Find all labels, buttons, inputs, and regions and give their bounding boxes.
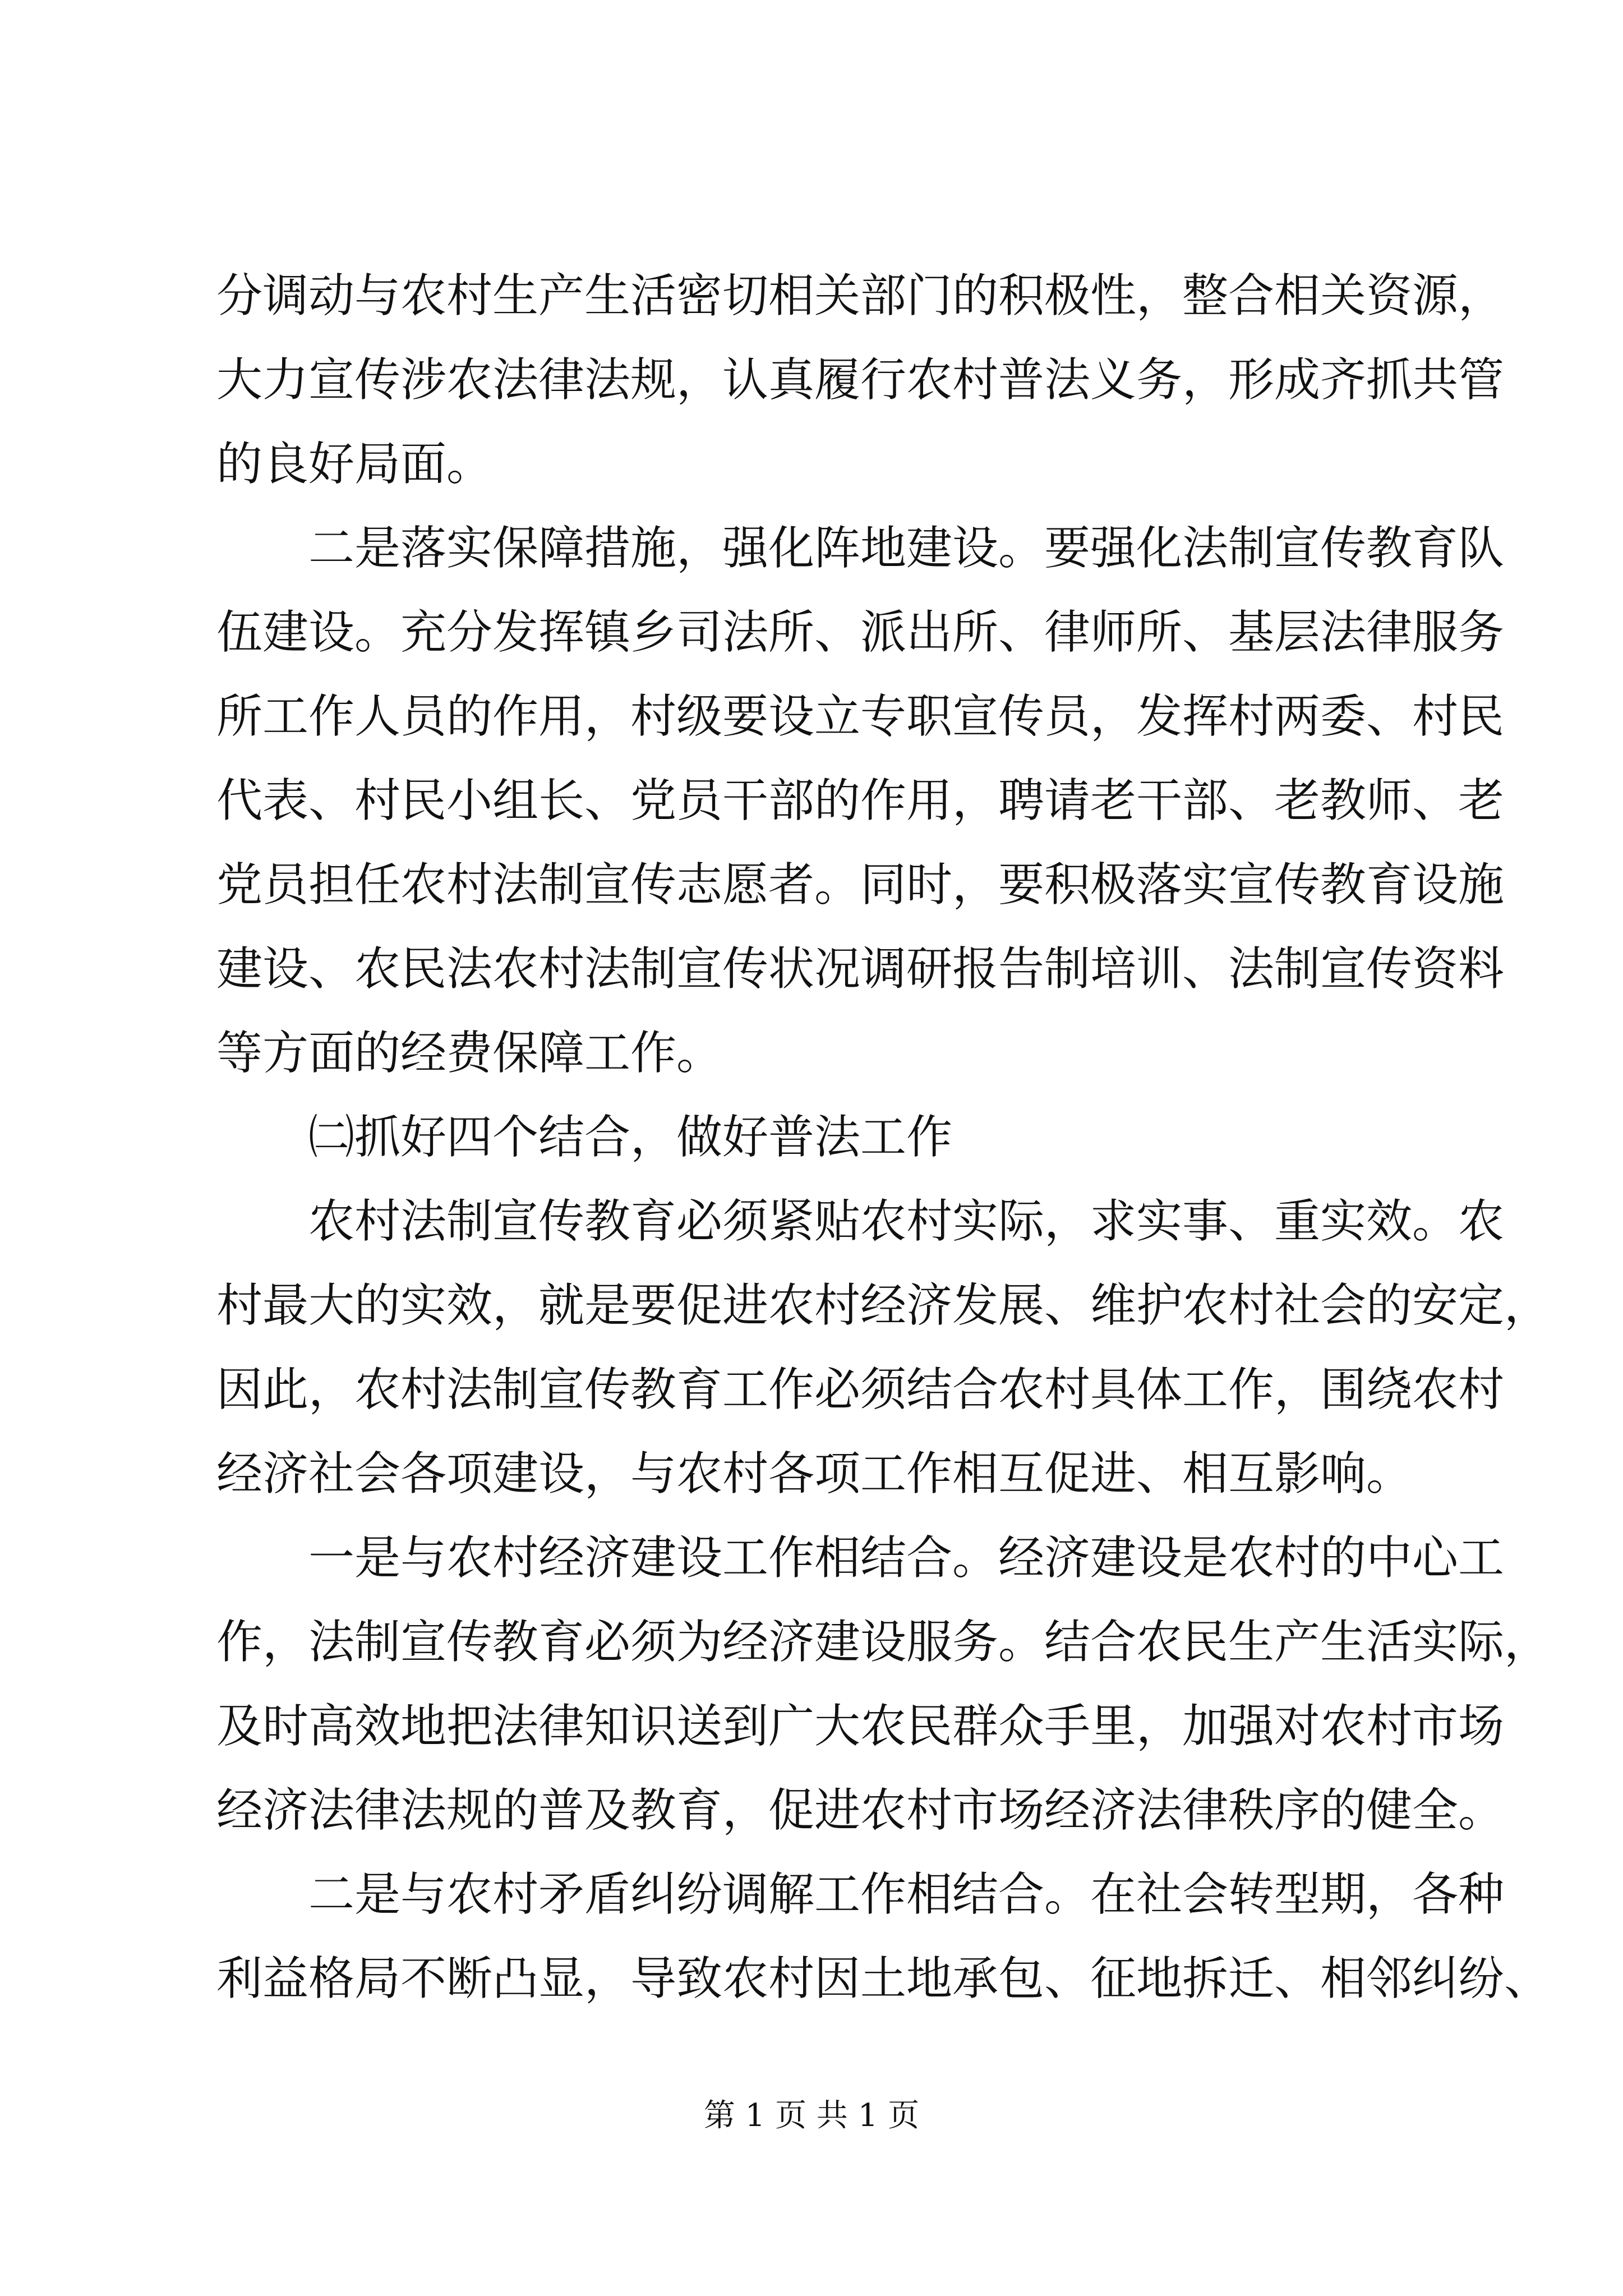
text-line: 利益格局不断凸显，导致农村因土地承包、征地拆迁、相邻纠纷、	[216, 1952, 1551, 2005]
page-footer: 第 1 页 共 1 页	[703, 2097, 920, 2134]
text-line: 分调动与农村生产生活密切相关部门的积极性，整合相关资源，	[216, 269, 1505, 323]
text-line: 作，法制宣传教育必须为经济建设服务。结合农民生产生活实际，	[216, 1616, 1551, 1669]
text-line: 二是与农村矛盾纠纷调解工作相结合。在社会转型期，各种	[308, 1868, 1505, 1921]
text-line: 经济社会各项建设，与农村各项工作相互促进、相互影响。	[216, 1447, 1413, 1501]
text-line: 经济法律法规的普及教育，促进农村市场经济法律秩序的健全。	[216, 1784, 1505, 1837]
text-line: 村最大的实效，就是要促进农村经济发展、维护农村社会的安定，	[216, 1279, 1551, 1332]
text-line: 伍建设。充分发挥镇乡司法所、派出所、律师所、基层法律服务	[216, 606, 1505, 659]
text-line: 二是落实保障措施，强化阵地建设。要强化法制宣传教育队	[308, 522, 1505, 575]
text-line: 一是与农村经济建设工作相结合。经济建设是农村的中心工	[308, 1531, 1505, 1585]
text-line: 代表、村民小组长、党员干部的作用，聘请老干部、老教师、老	[216, 774, 1505, 827]
text-line: 等方面的经费保障工作。	[216, 1027, 723, 1080]
section-heading: ㈡抓好四个结合，做好普法工作	[308, 1111, 953, 1164]
text-line: 建设、农民法农村法制宣传状况调研报告制培训、法制宣传资料	[216, 942, 1505, 996]
text-line: 及时高效地把法律知识送到广大农民群众手里，加强对农村市场	[216, 1700, 1505, 1753]
text-line: 的良好局面。	[216, 438, 493, 491]
body-text	[216, 254, 1551, 2021]
text-line: 因此，农村法制宣传教育工作必须结合农村具体工作，围绕农村	[216, 1363, 1505, 1416]
text-line: 党员担任农村法制宣传志愿者。同时，要积极落实宣传教育设施	[216, 858, 1505, 912]
text-line: 大力宣传涉农法律法规，认真履行农村普法义务，形成齐抓共管	[216, 353, 1505, 407]
text-line: 所工作人员的作用，村级要设立专职宣传员，发挥村两委、村民	[216, 690, 1505, 743]
text-line: 农村法制宣传教育必须紧贴农村实际，求实事、重实效。农	[308, 1195, 1505, 1248]
